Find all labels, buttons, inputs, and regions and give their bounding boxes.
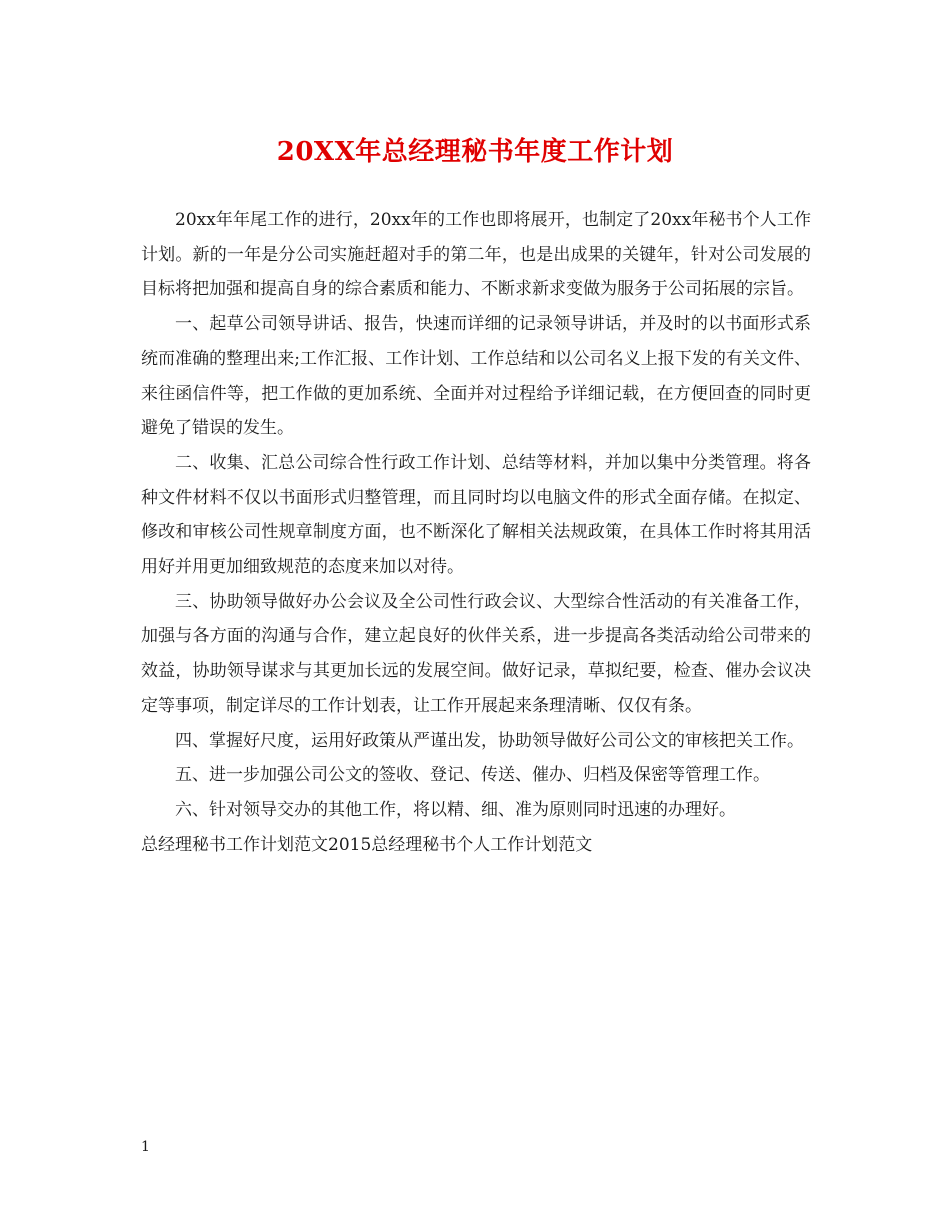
page-number: 1 <box>141 1139 150 1155</box>
paragraph-item-3: 三、协助领导做好办公会议及全公司性行政会议、大型综合性活动的有关准备工作，加强与各方面的沟通与合作，建立起良好的伙伴关系，进一步提高各类活动给公司带来的效益，协助领导谋求与其更加长远的发展空间。做好记录，草拟纪要，检查、催办会议决定等事项，制定详尽的工作计划表，让工作开展起来条理清晰、仅仅有条。 <box>141 591 811 716</box>
paragraph-item-4: 四、掌握好尺度，运用好政策从严谨出发，协助领导做好公司公文的审核把关工作。 <box>175 730 804 751</box>
paragraph-item-6: 六、针对领导交办的其他工作，将以精、细、准为原则同时迅速的办理好。 <box>175 799 736 820</box>
paragraph-item-1: 一、起草公司领导讲话、报告，快速而详细的记录领导讲话，并及时的以书面形式系统而准确的整理出来;工作汇报、工作计划、工作总结和以公司名义上报下发的有关文件、来往函信件等，把工作做的更加系统、全面并对过程给予详细记载，在方便回查的同时更避免了错误的发生。 <box>141 314 811 439</box>
paragraph-intro: 20xx年年尾工作的进行，20xx年的工作也即将展开，也制定了20xx年秘书个人工作计划。新的一年是分公司实施赶超对手的第二年，也是出成果的关键年，针对公司发展的目标将把加强和提高自身的综合素质和能力、不断求新求变做为服务于公司拓展的宗旨。 <box>141 210 811 300</box>
paragraph-item-5: 五、进一步加强公司公文的签收、登记、传送、催办、归档及保密等管理工作。 <box>175 765 770 786</box>
document-title: 20XX年总经理秘书年度工作计划 <box>276 137 674 167</box>
document-body <box>141 203 811 862</box>
related-titles-line: 总经理秘书工作计划范文2015总经理秘书个人工作计划范文 <box>141 834 593 855</box>
paragraph-item-2: 二、收集、汇总公司综合性行政工作计划、总结等材料，并加以集中分类管理。将各种文件材料不仅以书面形式归整管理，而且同时均以电脑文件的形式全面存储。在拟定、修改和审核公司性规章制度方面，也不断深化了解相关法规政策，在具体工作时将其用活用好并用更加细致规范的态度来加以对待。 <box>141 452 811 578</box>
